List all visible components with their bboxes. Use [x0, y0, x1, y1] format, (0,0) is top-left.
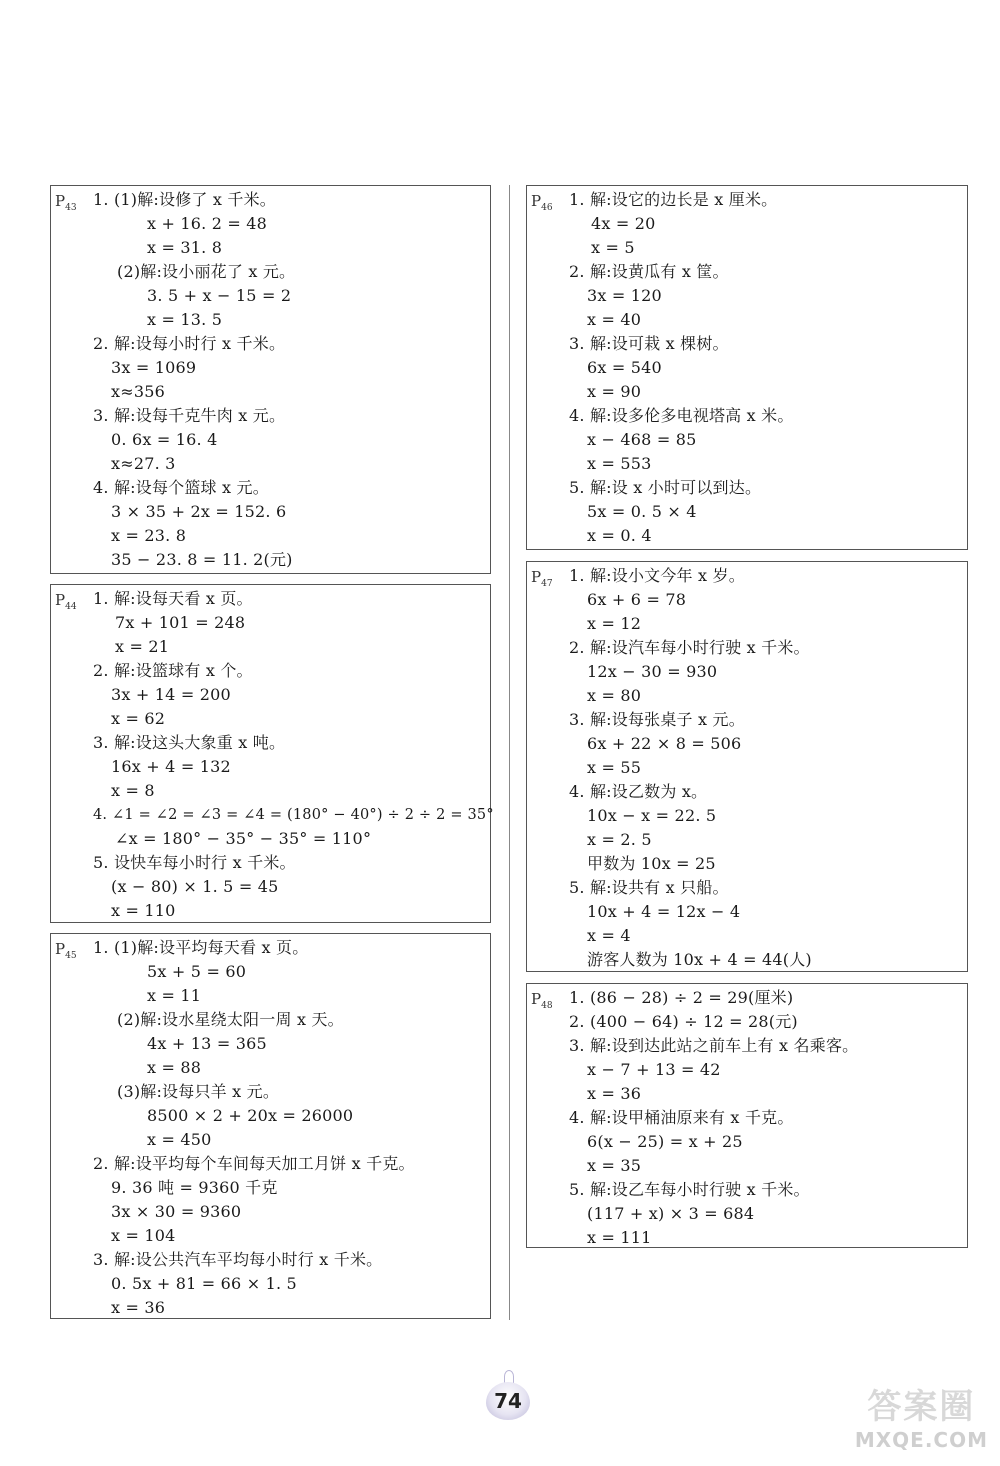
section-p43 — [50, 185, 491, 574]
answer-line: 35 − 23. 8 = 11. 2(元) — [111, 550, 293, 569]
page-ref: $P_{45}$ — [55, 940, 77, 961]
answer-line: x = 13. 5 — [147, 310, 223, 329]
page-ref: $P_{46}$ — [531, 192, 553, 213]
answer-line: 3. 解:设每张桌子 x 元。 — [569, 710, 745, 729]
answer-line: 1. (86 − 28) ÷ 2 = 29(厘米) — [569, 988, 794, 1007]
answer-line: x = 55 — [587, 758, 642, 777]
answer-line: 4x = 20 — [591, 214, 656, 233]
answer-line: x = 35 — [587, 1156, 642, 1175]
answer-line: 2. 解:设汽车每小时行驶 x 千米。 — [569, 638, 810, 657]
answer-line: 2. 解:设篮球有 x 个。 — [93, 661, 253, 680]
answer-line: x≈356 — [111, 382, 165, 401]
answer-line: 2. 解:设平均每个车间每天加工月饼 x 千克。 — [93, 1154, 415, 1173]
answer-line: 6x + 6 = 78 — [587, 590, 687, 609]
answer-line: 游客人数为 10x + 4 = 44(人) — [587, 950, 812, 969]
answer-line: 2. (400 − 64) ÷ 12 = 28(元) — [569, 1012, 798, 1031]
answer-line: 6x + 22 × 8 = 506 — [587, 734, 742, 753]
answer-line: 9. 36 吨 = 9360 千克 — [111, 1178, 278, 1197]
site-watermark — [855, 1379, 988, 1452]
section-p47 — [526, 561, 968, 972]
answer-line: x = 110 — [111, 901, 176, 920]
page-ref: $P_{44}$ — [55, 591, 77, 612]
answer-line: 7x + 101 = 248 — [115, 613, 246, 632]
answer-line: 4. 解:设多伦多电视塔高 x 米。 — [569, 406, 794, 425]
answer-line: 3. 解:设每千克牛肉 x 元。 — [93, 406, 286, 425]
answer-line: x = 11 — [147, 986, 202, 1005]
answer-line: 3. 解:设这头大象重 x 吨。 — [93, 733, 286, 752]
column-divider — [509, 185, 510, 1320]
answer-line: 8500 × 2 + 20x = 26000 — [147, 1106, 354, 1125]
answer-line: 16x + 4 = 132 — [111, 757, 231, 776]
answer-line: x = 450 — [147, 1130, 212, 1149]
answer-line: 5. 解:设共有 x 只船。 — [569, 878, 729, 897]
answer-line: x = 80 — [587, 686, 642, 705]
answer-line: 5x + 5 = 60 — [147, 962, 247, 981]
answer-line: 甲数为 10x = 25 — [587, 854, 716, 873]
answer-line: x = 111 — [587, 1228, 652, 1247]
answer-line: x = 36 — [587, 1084, 642, 1103]
answer-line: x + 16. 2 = 48 — [147, 214, 268, 233]
answer-line: 4. 解:设乙数为 x。 — [569, 782, 708, 801]
section-p46 — [526, 185, 968, 550]
answer-line: 3 × 35 + 2x = 152. 6 — [111, 502, 287, 521]
answer-line: 4. ∠1 = ∠2 = ∠3 = ∠4 = (180° − 40°) ÷ 2 ÷ 2 = 35° — [93, 807, 494, 823]
answer-line: x = 553 — [587, 454, 652, 473]
answer-line: 3x = 1069 — [111, 358, 197, 377]
section-p44 — [50, 584, 494, 923]
answer-line: x = 36 — [111, 1298, 166, 1317]
answer-line: x = 31. 8 — [147, 238, 223, 257]
answer-line: 3. 解:设可栽 x 棵树。 — [569, 334, 729, 353]
answer-line: (x − 80) × 1. 5 = 45 — [111, 877, 279, 896]
answer-line: 10x + 4 = 12x − 4 — [587, 902, 741, 921]
answer-line: 1. (1)解:设修了 x 千米。 — [93, 190, 277, 209]
answer-line: x = 0. 4 — [587, 526, 652, 545]
answer-line: 3. 解:设到达此站之前车上有 x 名乘客。 — [569, 1036, 859, 1055]
answer-line: 0. 6x = 16. 4 — [111, 430, 218, 449]
answer-line: x = 40 — [587, 310, 642, 329]
answer-line: 4. 解:设甲桶油原来有 x 千克。 — [569, 1108, 794, 1127]
answer-line: x = 88 — [147, 1058, 202, 1077]
answer-line: 4x + 13 = 365 — [147, 1034, 267, 1053]
page-ref: $P_{43}$ — [55, 192, 77, 213]
answer-line: 6(x − 25) = x + 25 — [587, 1132, 743, 1151]
answer-line: x = 62 — [111, 709, 166, 728]
answer-line: 3x + 14 = 200 — [111, 685, 231, 704]
answer-line: 12x − 30 = 930 — [587, 662, 718, 681]
answer-line: x = 21 — [115, 637, 170, 656]
page-number: 74 — [486, 1382, 530, 1420]
answer-line: (2)解:设水星绕太阳一周 x 天。 — [117, 1010, 344, 1029]
answer-line: x = 5 — [591, 238, 635, 257]
section-p48 — [526, 983, 968, 1248]
answer-line: 2. 解:设每小时行 x 千米。 — [93, 334, 286, 353]
watermark-url: MXQE.COM — [854, 1428, 988, 1452]
answer-line: 1. 解:设小文今年 x 岁。 — [569, 566, 745, 585]
answer-line: 3. 5 + x − 15 = 2 — [147, 286, 292, 305]
answer-line: (2)解:设小丽花了 x 元。 — [117, 262, 296, 281]
answer-line: (3)解:设每只羊 x 元。 — [117, 1082, 280, 1101]
answer-line: 0. 5x + 81 = 66 × 1. 5 — [111, 1274, 297, 1293]
answer-line: 10x − x = 22. 5 — [587, 806, 717, 825]
answer-line: ∠x = 180° − 35° − 35° = 110° — [115, 829, 372, 848]
section-p45 — [50, 933, 491, 1319]
answer-line: 6x = 540 — [587, 358, 662, 377]
watermark-logo-text: 答案圈 — [867, 1387, 976, 1427]
answer-line: 3x = 120 — [587, 286, 662, 305]
answer-line: 5. 解:设乙车每小时行驶 x 千米。 — [569, 1180, 810, 1199]
answer-line: 5. 解:设 x 小时可以到达。 — [569, 478, 762, 497]
answer-line: 3. 解:设公共汽车平均每小时行 x 千米。 — [93, 1250, 383, 1269]
answer-line: x = 2. 5 — [587, 830, 652, 849]
answer-line: 2. 解:设黄瓜有 x 筐。 — [569, 262, 729, 281]
answer-line: x − 468 = 85 — [587, 430, 697, 449]
answer-line: x = 12 — [587, 614, 642, 633]
answer-line: 5. 设快车每小时行 x 千米。 — [93, 853, 296, 872]
answer-line: 3x × 30 = 9360 — [111, 1202, 242, 1221]
answer-line: (117 + x) × 3 = 684 — [587, 1204, 755, 1223]
page-ref: $P_{48}$ — [531, 990, 553, 1011]
answer-line: x = 8 — [111, 781, 155, 800]
answer-line: x = 104 — [111, 1226, 176, 1245]
answer-line: x = 23. 8 — [111, 526, 187, 545]
answer-line: 1. 解:设它的边长是 x 厘米。 — [569, 190, 778, 209]
answer-line: 4. 解:设每个篮球 x 元。 — [93, 478, 269, 497]
answer-line: x − 7 + 13 = 42 — [587, 1060, 721, 1079]
page-ref: $P_{47}$ — [531, 568, 553, 589]
answer-line: 5x = 0. 5 × 4 — [587, 502, 697, 521]
answer-line: x≈27. 3 — [111, 454, 176, 473]
answer-line: x = 90 — [587, 382, 642, 401]
answer-line: x = 4 — [587, 926, 631, 945]
answer-line: 1. (1)解:设平均每天看 x 页。 — [93, 938, 309, 957]
answer-line: 1. 解:设每天看 x 页。 — [93, 589, 253, 608]
